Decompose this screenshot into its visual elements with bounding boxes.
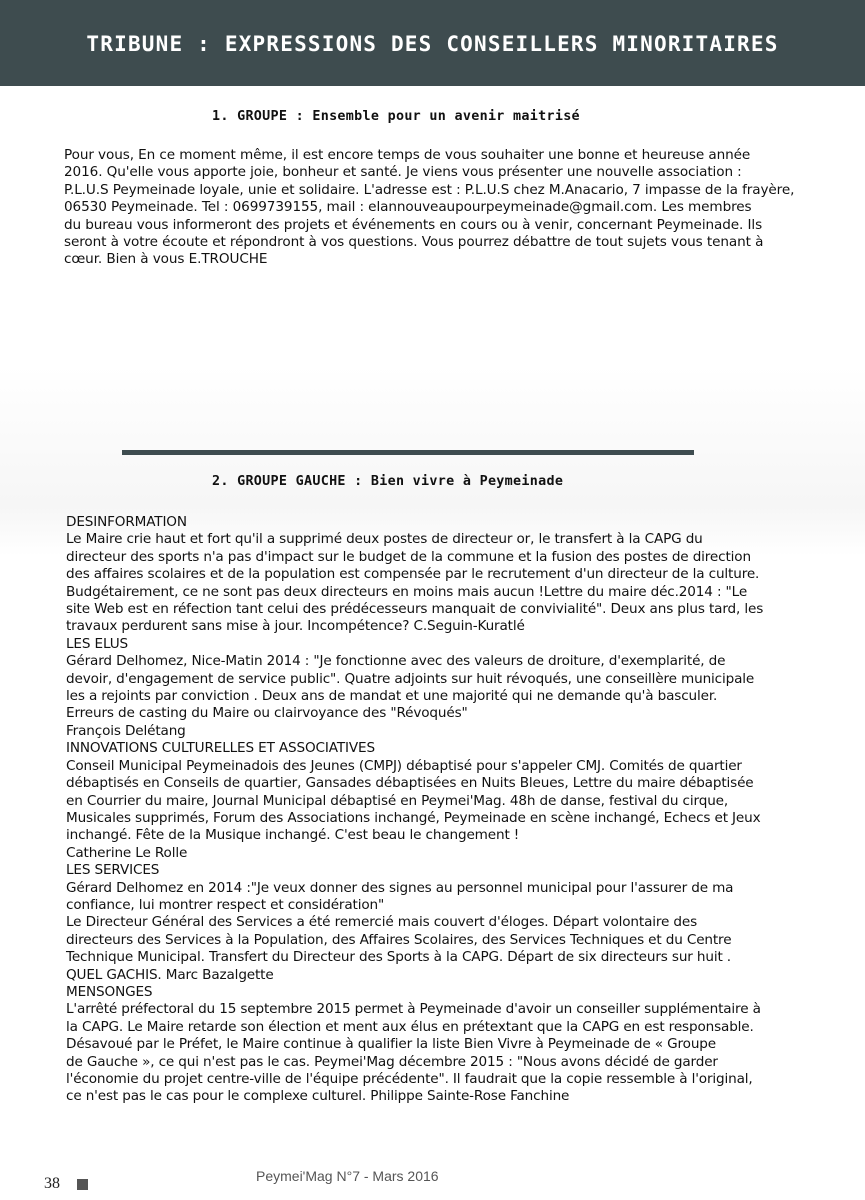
text-line: Gérard Delhomez en 2014 :"Je veux donner des signes au personnel municipal pour l'assurer de ma	[66, 879, 734, 896]
text-line: directeur des sports n'a pas d'impact sur le budget de la commune et la fusion des postes de direction	[66, 548, 751, 565]
text-line: 2016. Qu'elle vous apporte joie, bonheur et santé. Je viens vous présenter une nouvelle association :	[64, 164, 742, 181]
text-line: L'arrêté préfectoral du 15 septembre 2015 permet à Peymeinade d'avoir un conseiller supplémentaire à	[66, 1001, 761, 1018]
text-line: Le Maire crie haut et fort qu'il a supprimé deux postes de directeur or, le transfert à la CAPG du	[66, 531, 703, 548]
text-line: Budgétairement, ce ne sont pas deux directeurs en moins mais aucun !Lettre du maire déc.2014 : "Le	[66, 583, 748, 600]
text-line: la CAPG. Le Maire retarde son élection et ment aux élus en prétextant que la CAPG en est responsable.	[66, 1018, 754, 1035]
subheading: LES SERVICES	[66, 862, 160, 879]
group2-heading: 2. GROUPE GAUCHE : Bien vivre à Peymeinade	[212, 474, 564, 489]
text-line: Conseil Municipal Peymeinadois des Jeunes (CMPJ) débaptisé pour s'appeler CMJ. Comités de quartier	[66, 757, 742, 774]
page-title: TRIBUNE : EXPRESSIONS DES CONSEILLERS MINORITAIRES	[86, 32, 779, 56]
text-line: Désavoué par le Préfet, le Maire continue à qualifier la liste Bien Vivre à Peymeinade de « Groupe	[66, 1036, 716, 1053]
magazine-issue: Peymei'Mag N°7 - Mars 2016	[256, 1168, 439, 1184]
author-line: Catherine Le Rolle	[66, 844, 188, 861]
text-line: P.L.U.S Peymeinade loyale, unie et solidaire. L'adresse est : P.L.U.S chez M.Anacario, 7 impasse de la frayère,	[64, 181, 795, 198]
text-line: travaux perdurent sans mise à jour. Incompétence? C.Seguin-Kuratlé	[66, 618, 525, 635]
section-divider	[122, 450, 694, 455]
text-line: de Gauche », ce qui n'est pas le cas. Peymei'Mag décembre 2015 : "Nous avons décidé de garder	[66, 1053, 718, 1070]
text-line: Gérard Delhomez, Nice-Matin 2014 : "Je fonctionne avec des valeurs de droiture, d'exemplarité, de	[66, 653, 726, 670]
text-line: site Web est en réfection tant celui des prédécesseurs manquait de convivialité". Deux ans plus tard, les	[66, 601, 764, 618]
author-line: François Delétang	[66, 722, 186, 739]
group2-text	[66, 514, 806, 1106]
text-line: cœur. Bien à vous E.TROUCHE	[64, 251, 268, 268]
text-line: ce n'est pas le cas pour le complexe culturel. Philippe Sainte-Rose Fanchine	[66, 1088, 570, 1105]
text-line: seront à votre écoute et répondront à vos questions. Vous pourrez débattre de tout sujets vous tenant à	[64, 234, 764, 251]
subheading: INNOVATIONS CULTURELLES ET ASSOCIATIVES	[66, 740, 375, 757]
subheading: LES ELUS	[66, 635, 128, 652]
text-line: directeurs des Services à la Population, des Affaires Scolaires, des Services Techniques et du Centre	[66, 931, 732, 948]
text-line: 06530 Peymeinade. Tel : 0699739155, mail : elannouveaupourpeymeinade@gmail.com. Les membres	[64, 199, 752, 216]
text-line: devoir, d'engagement de service public". Quatre adjoints sur huit révoqués, une conseillère municipale	[66, 670, 755, 687]
text-line: Technique Municipal. Transfert du Directeur des Sports à la CAPG. Départ de six directeurs sur huit .	[66, 949, 731, 966]
group1-heading: 1. GROUPE : Ensemble pour un avenir maitrisé	[212, 109, 580, 124]
text-line: du bureau vous informeront des projets et événements en cours ou à venir, concernant Peymeinade. Ils	[64, 216, 763, 233]
text-line: Pour vous, En ce moment même, il est encore temps de vous souhaiter une bonne et heureuse année	[64, 147, 751, 163]
text-line: Erreurs de casting du Maire ou clairvoyance des "Révoqués"	[66, 705, 468, 722]
subheading: MENSONGES	[66, 983, 153, 1000]
text-line: l'économie du projet centre-ville de l'équipe précédente". Il faudrait que la copie ressemble à l'original,	[66, 1071, 753, 1087]
text-line: Musicales supprimés, Forum des Associations inchangé, Peymeinade en scène inchangé, Echecs et Jeux	[66, 809, 761, 826]
page-number: 38	[44, 1175, 60, 1192]
text-line: confiance, lui montrer respect et considération"	[66, 896, 385, 913]
page-header	[0, 0, 865, 86]
subheading: DESINFORMATION	[66, 514, 187, 530]
text-line: les a rejoints par conviction . Deux ans de mandat et une majorité qui ne demande qu'à basculer.	[66, 688, 718, 705]
text-line: en Courrier du maire, Journal Municipal débaptisé en Peymei'Mag. 48h de danse, festival du cirque,	[66, 792, 729, 809]
text-line: des affaires scolaires et de la population est compensée par le recrutement d'un directeur de la culture.	[66, 566, 760, 583]
text-line: débaptisés en Conseils de quartier, Gansades débaptisées en Nuits Bleues, Lettre du maire débaptisée	[66, 775, 754, 792]
text-line: inchangé. Fête de la Musique inchangé. C'est beau le changement !	[66, 827, 520, 844]
text-line: Le Directeur Général des Services a été remercié mais couvert d'éloges. Départ volontaire des	[66, 914, 698, 931]
group1-text	[64, 147, 804, 269]
author-line: QUEL GACHIS. Marc Bazalgette	[66, 966, 274, 983]
square-marker-icon	[77, 1179, 88, 1190]
